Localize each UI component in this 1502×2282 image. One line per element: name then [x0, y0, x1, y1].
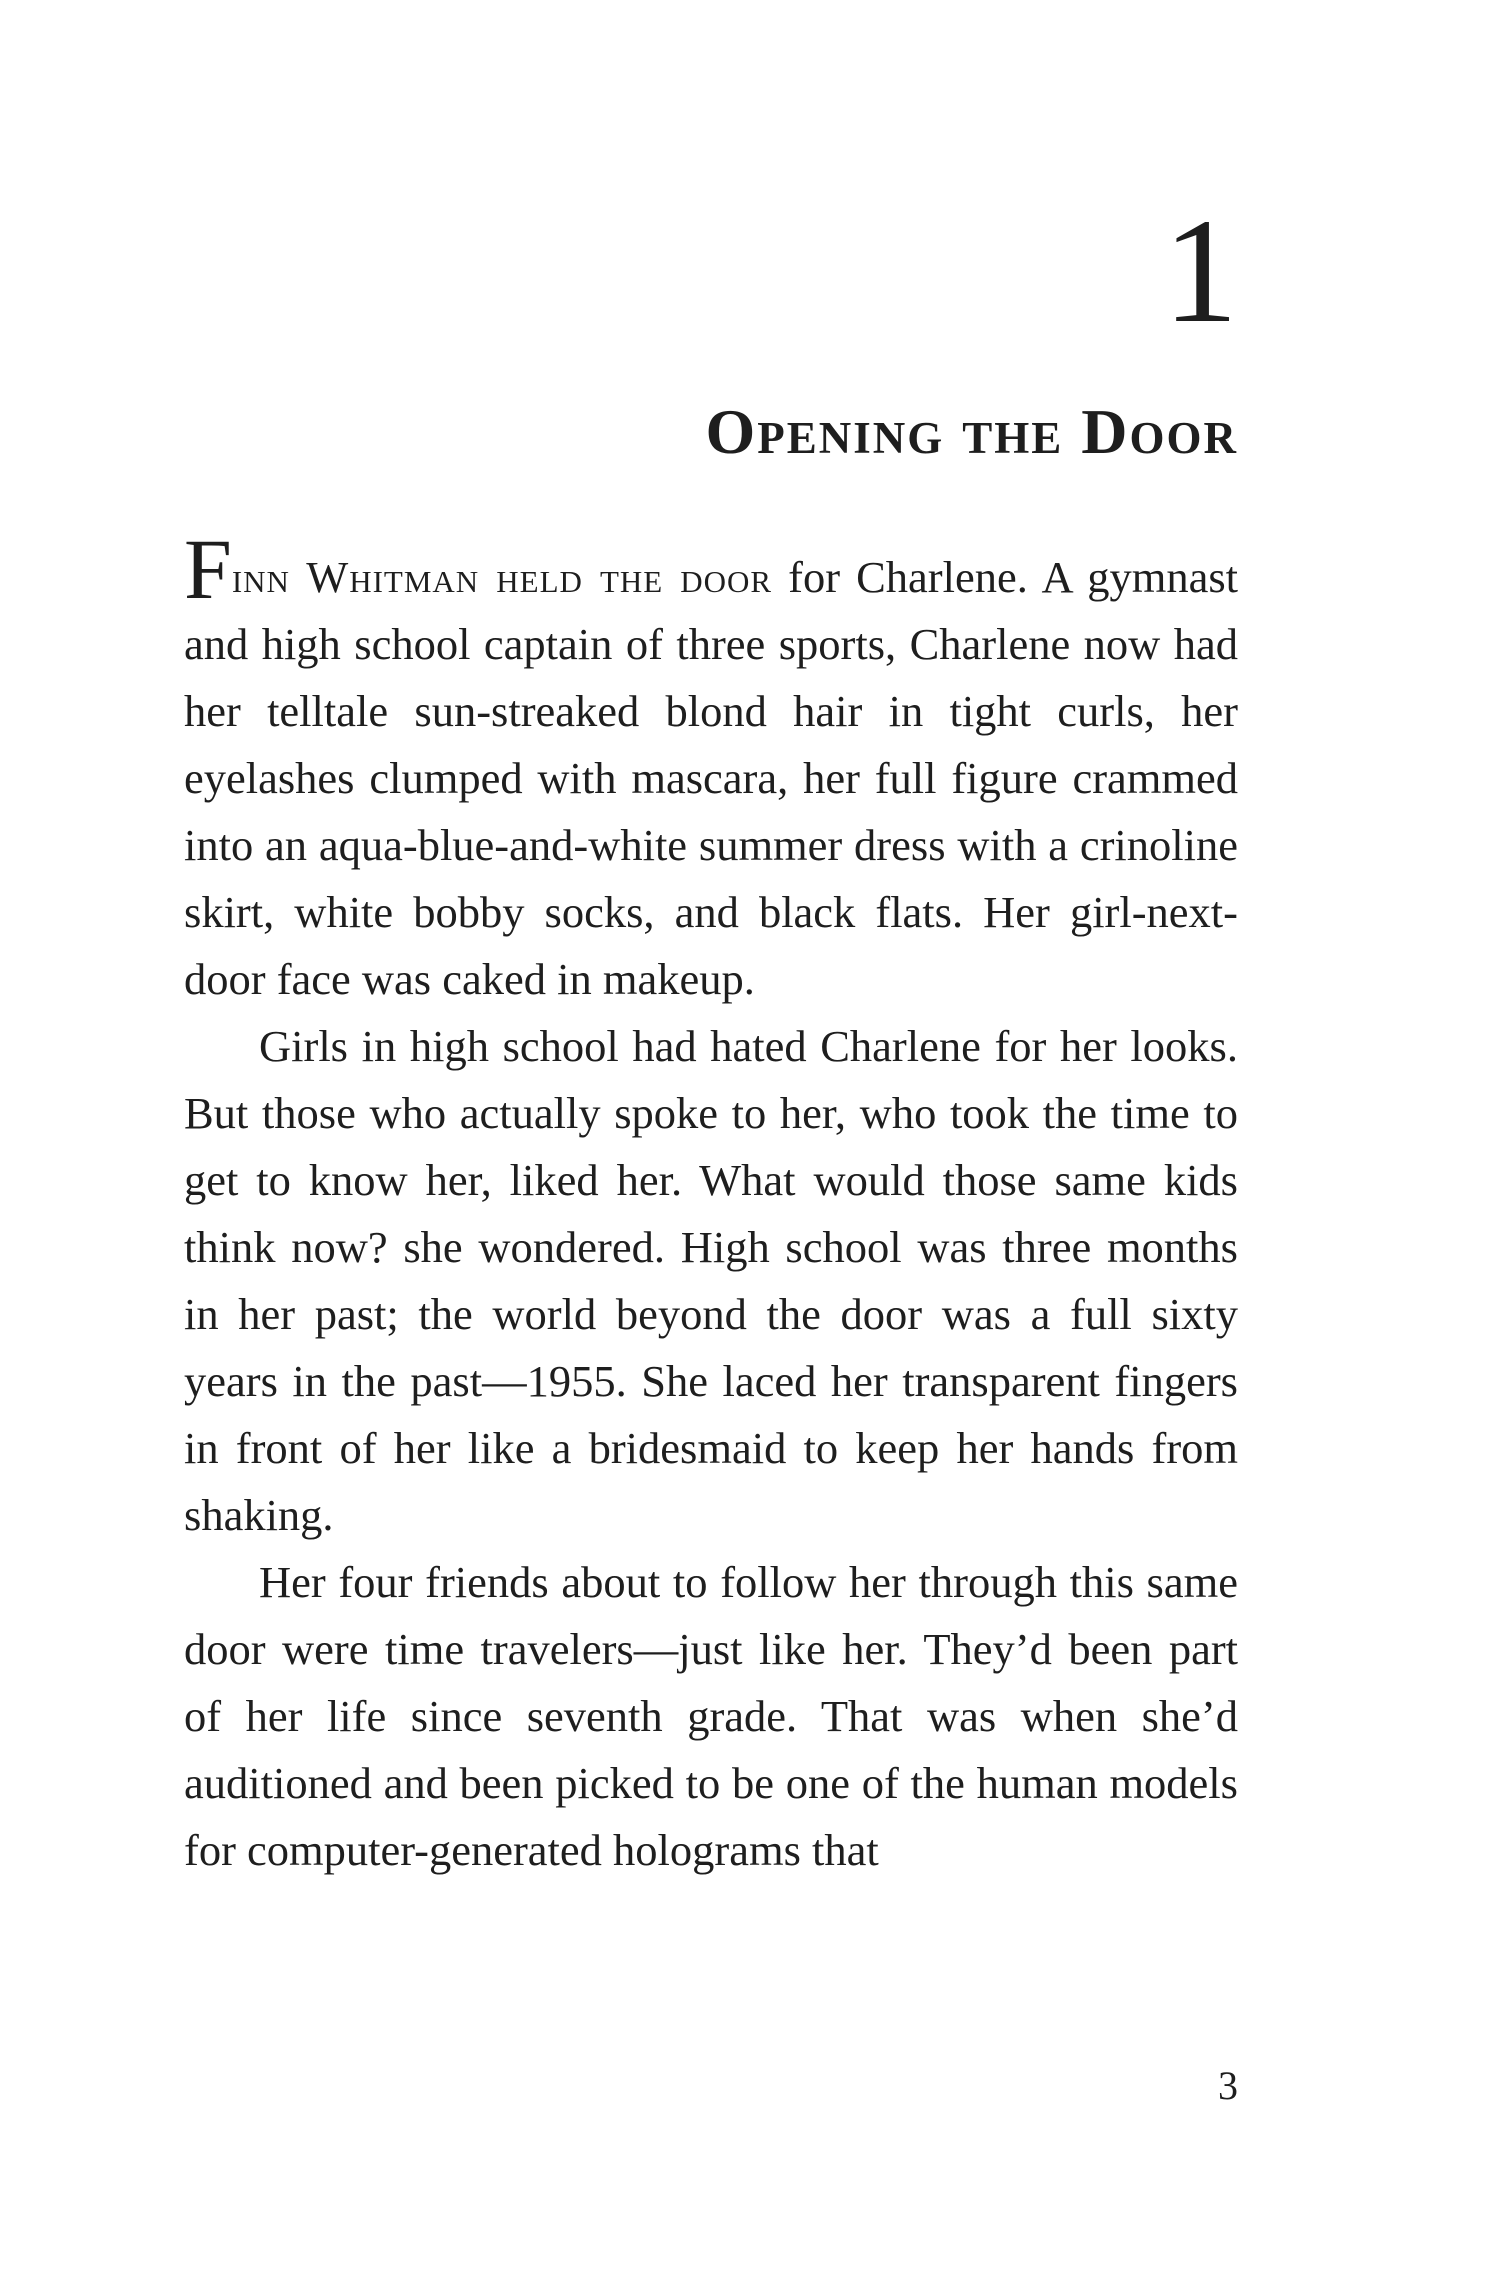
lead-in-small-caps: inn Whitman held the door: [231, 552, 773, 602]
paragraph-text: for Charlene. A gymnast and high school captain of three sports, Charlene now had her telltale sun-streaked blond hair in tight curls, her eyelashes clumped with mascara, her full figure crammed into an aqua-blue-and-white summer dress with a crinoline skirt, white bobby socks, and black flats. Her girl-next-door face was caked in makeup.: [184, 552, 1238, 1004]
page-number: 3: [1218, 2063, 1238, 2108]
drop-cap: F: [184, 521, 232, 617]
chapter-body: [184, 520, 1238, 1884]
chapter-number: 1: [1163, 188, 1238, 354]
paragraph: Girls in high school had hated Charlene for her looks. But those who actually spoke to her, who took the time to get to know her, liked her. What would those same kids think now? she wondered. High school was three months in her past; the world beyond the door was a full sixty years in the past—1955. She laced her transparent fingers in front of her like a bridesmaid to keep her hands from shaking.: [184, 1021, 1238, 1540]
paragraph: Her four friends about to follow her through this same door were time travelers—just like her. They’d been part of her life since seventh grade. That was when she’d auditioned and been picked to be one of the human models for computer-generated holograms that: [184, 1557, 1238, 1875]
opening-paragraph: [184, 520, 1238, 1013]
chapter-title: Opening the Door: [705, 396, 1238, 467]
